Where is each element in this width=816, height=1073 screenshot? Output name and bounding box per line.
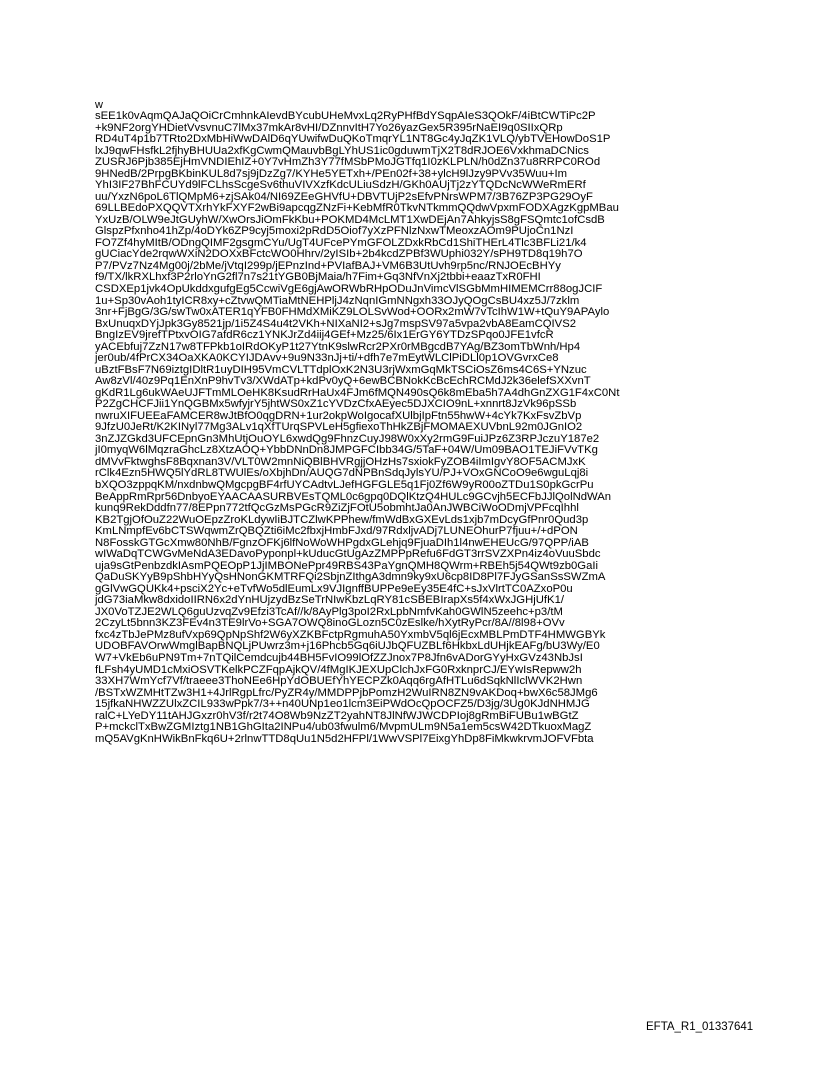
text-line: BngIzEV9jrefTPtxvOIG7afdR6cz1YNKJrZd4iij4GEf+Mz25/6Ix1ErGY6YTDzSPqo0JFE1vfcR [95, 329, 554, 342]
text-line: CSDXEp1jvk4OpUkddxgufgEg5CcwiVgE6gjAwORWbRHpODuJnVimcVlSGbMmHIMEMCrr88ogJCIF [95, 282, 603, 295]
text-line: FO7Zf4hyMItB/ODngQIMF2gsgmCYu/UgT4UFcePYmGFOLZDxkRbCd1ShiTHErL4Tlc3BFLi21/k4 [95, 236, 587, 249]
text-line: dMVvFktwghsF8Bqxnan3V/VLT0W2mnNiQBlBHVRgjjOHzHs7sxiokFyZOB4iImIgvY8OF5ACMJxK [95, 455, 586, 468]
text-line: YxUzB/OLW9eJtGUyhW/XwOrsJiOmFkKbu+POKMD4McLMT1XwDEjAn7AhkyjsS8gFSQmtc1ofCsdB [95, 213, 605, 226]
text-line: YhI3IF27BhFCUYd9lFCLhsScgeSv6thuVIVXzfKdcULiuSdzH/GKh0AUjTj2zYTQDcNcWWeRmERf [95, 179, 586, 192]
text-line: 9HNedB/2PrpgBKbinKUL8d7sj9jDzZg7/KYHe5YETxh+/PEn02f+38+ylcH9lJzy9PVv35Wuu+Im [95, 167, 568, 180]
text-line: rClk4Ezn5HWQ5lYdRL8TWUlEs/oXbjhDn/AUQG7dNPBnSdqJylsYU/PJ+VOxGNCoO9e6wguLqj8i [95, 467, 589, 480]
encoded-text-block [95, 111, 815, 745]
text-line: 15jfkaNHWZZUlxZCIL933wPpk7/3++n40UNp1eo1lcm3EiPWdOcQpOCFZ5/D3jg/3Ug0KJdNHMJG [95, 698, 590, 711]
text-line: fLFsh4yUMD1cMxiOSVTKelkPCZFqpAjkQV/4fMgIKJEXUpClchJxFG0RxknprCJ/EYwIsRepww2h [95, 663, 582, 676]
text-line: P+mckclTxBwZGMIztg1NB1GhGIta2INPu4/ub03fwulm6/MvpmULm9N5a1em5csW42DTkuoxMagZ [95, 721, 592, 734]
text-line: 3nZJZGkd3UFCEpnGn3MhUtjOuOYL6xwdQg9FhnzCuyJ98W0xXy2rmG9FuiJPz6Z3RPJczuY187e2 [95, 432, 600, 445]
text-line: bXQO3zppqKM/nxdnbwQMgcpgBF4rfUYCAdtvLJefHGFGLE5q1Fj0Zf6W9yR00oZTDu1S0pkGcrPu [95, 479, 594, 491]
text-line: P7/PVz7Nz4Mg00j/2bMe/jVtqI299p/jEPnzInd+PVIafBAJ+VM6B3UtUvh9rp5nc/RNJOEcBHYy [95, 259, 561, 272]
text-line: yACEbfuj7ZzN17w8TFPkb1oIRdOKyP1t27YtnK9slwRcr2PXr0rMBgcdB7YAg/BZ3omTbWnh/Hp4 [95, 340, 581, 353]
text-line: gGlVwGQUKk4+psciX2Yc+eTvfWo5dlEumLx9VJIgnffBUPPe9eEy35E4fC+sJxVlrtTC0AZxoP0u [95, 582, 573, 595]
text-line: KmLNmpfEv6bCTSWqwmZrQBQZti6iMc2fbxjHmbFJxd/97RdxljvADj7LUNEOhurP7fjuu+/+dPON [95, 525, 578, 538]
text-line: kunq9RekDddfn77/8EPpn772tfQcGzMsPGcR9ZiZjFOtU5obmhtJa0AnJWBCiWoODmjVPFcqIhhl [95, 502, 579, 515]
text-line: gUCiacYde2rqwWXiN2DOXxBFctcWO0Hhrv/2yISIb+2b4kcdZPBf3WUphi032Y/sPH9TD8q19h7O [95, 248, 583, 261]
text-line: uBztFBsF7N69iztgIDltR1uyDIH95VmCVLTTdplOxK2N3U3rjWxmGqMkTSCiOsZ6ms4C6S+YNzuc [95, 363, 587, 376]
text-line: uja9sGtPenbzdkIAsmPQEOpP1JjIMBONePpr49RBS43PaYgnQMH8QWrm+RBEh5j54QWt9zb0GaIi [95, 559, 599, 572]
text-line: jI0myqW6lMqzraGhcLz8XtzAOQ+YbbDNnDn8JMPGFCIbb34G/5TaF+04W/Um09BAO1TEJiFVvTKg [95, 444, 598, 457]
text-line: 1u+Sp30vAoh1tyICR8xy+cZtvwQMTiaMtNEHPljJ4zNqnIGmNNgxh33OJyQOgCsBU4xz5J/7zklm [95, 294, 580, 307]
text-line: N8FosskGTGcXmw80NhB/FgnzOFKj6lfNoWoWHPgdxGLehjq9FjuaDIh1l4nwEHEUcG/97QPP/iAB [95, 536, 589, 549]
text-line: UDOBFAVOrwWmglBapBNQLjPUwrz3m+j16Phcb5Gq6iUJbQFUZBLf6HkbxLdUHjkEAFg/bU3Wy/E0 [95, 640, 600, 653]
text-line: JX0VoTZJE2WLQ6guUzvqZv9Efzi3TcAf//k/8AyPlg3poI2RxLpbNmfvKah0GWlN5zeehc+p3/tM [95, 605, 563, 618]
text-line: +k9NF2orgYHDietVvsvnuC7lMx37mkAr8vHI/DZnnvItH7Yo26yazGex5R395rNaEI9q0SIIxQRp [95, 121, 563, 134]
text-line: ralC+LYeDY11tAHJGxzr0hV3f/r2t74O8Wb9NzZT2yahNT8JlNfWJWCDPIoj8gRmBiFUBu1wBGtZ [95, 709, 579, 722]
text-line: fxc4zTbJePMz8ufVxp69QpNpShf2W6yXZKBFctpRgmuhA50YxmbV5ql6jEcxMBLPmDTF4HMWGBYk [95, 628, 606, 641]
text-line: uu/YxzN6poL6TlQMpM6+zjSAk04/NI69ZEeGHVfU+DBVTUjP2sEfvPNrsWPM7/3B76ZP3PG29OyF [95, 190, 593, 203]
text-line: RD4uT4p1b7TRto2DxMbHiWwDAlD6qYUwifwDuQKoTmqrYL1NT8Gc4yJqZK1VLQ/ybTVEHowDoS1P [95, 133, 611, 146]
text-line: KB2TgjOfOuZ22WuOEpzZroKLdywIiBJTCZlwKPPhew/fmWdBxGXEvLds1xjb7mDcyGfPnr0Qud3p [95, 513, 589, 526]
text-line: sEE1k0vAqmQAJaQOiCrCmhnkAIevdBYcubUHeMvxLq2RyPHfBdYSqpAIeS3QOkF/4iBtCWTiPc2P [95, 110, 596, 122]
text-line: lxJ9qwFHsfkL2fjhyBHUUa2xfKgCwmQMauvbBgLYhUS1ic0gduwmTjX2T8dRJOE6VxkhmaDCNics [95, 144, 589, 157]
text-line: gKdR1Lg6ukWAeUJFTmMLOeHK8KsudRrHaUx4FJm6fMQN490sQ6k8mEba5h7A4dhGnZXG1F4xC0Nt [95, 386, 620, 399]
text-line: jer0ub/4fPrCX34OaXKA0KCYIJDAvv+9u9N33nJj+ti/+dfh7e7mEytWLClPiDLl0p1OVGvrxCe8 [95, 352, 559, 365]
text-line: nwruXIFUEEaFAMCER8wJtBfO0qgDRN+1ur2okpWoIgocafXUlbjIpFtn55hwW+4cYk7KxFsvZbVp [95, 409, 582, 422]
text-line: 3nr+FjBgG/3G/swTw0xATER1qYFB0FHMdXMiKZ9LOLSvWod+OORx2mW7vTcIhW1W+tQuY9APAylo [95, 306, 610, 319]
text-line: ZUSRJ6Pjb385EjHmVNDIEhIZ+0Y7vHmZh3Y77fMSbPMoJGTfq1I0zKLPLN/h0dZn37u8RRPC0ROd [95, 156, 601, 169]
text-line: W7+VkEb6uPN9Tm+7nTQilCemdcujb44BH5FvIO99lOfZZJnox7P8Jfn6vADorGYyHxGVz43NbJsI [95, 651, 583, 664]
text-line: BxUnuqxDYjJpk3Gy8521jp/1i5Z4S4u4t2VKh+NIXaNI2+sJg7mspSV97a5vpa2vbA8EamCQIVS2 [95, 317, 577, 330]
text-line: GlspzPfxnho41hZp/4oDYk6ZP9cyj5moxi2pRdD5Oiof7yXzPFNlzNxwTMeoxzAOm9PUjoCn1NzI [95, 225, 574, 238]
text-line: QaDuSKYyB9pShbHYyQsHNonGKMTRFQi2SbjnZIthgA3dmn9ky9xU6cp8ID8Pl7FJyGSanSsSWZmA [95, 571, 606, 584]
text-line: 69LLBEdoPXQQVTXrhYkFXYF2wBi9apcqgZNzFi+KebMfR0TkvNTkmmQQdwVpxmFODXAgzKgpMBau [95, 202, 619, 215]
text-line: f9/TX/lkRXLhxf3P2rloYnG2fl7n7s21tYGB0BjMaia/h7Fim+Gq3NfVnXj2tbbi+eaazTxR0FHI [95, 271, 541, 284]
text-line: /BSTxWZMHtTZw3H1+4JrlRgpLfrc/PyZR4y/MMDPPjbPomzH2WuIRN8ZN9vAKDoq+bwX6c58JMg6 [95, 686, 598, 699]
header-character: w [95, 99, 103, 111]
text-line: mQ5AVgKnHWikBnFkq6U+2rlnwTTD8qUu1N5d2HFPl/1WwVSPl7EixgYhDp8FiMkwkrvmJOFVFbta [95, 732, 594, 745]
text-line: 33XH7WmYcf7Vf/traeee3ThoNEe6HpYdOBUEfYhYECPZk0Aqq6rgAfHTLu6dSqkNlIclWVK2Hwn [95, 675, 583, 688]
text-line: wIWaDqTCWGvMeNdA3EDavoPyponpl+kUducGtUgAzZMPPpRefu6FdGT3rrSVZXPn4iz4oVuuSbdc [95, 548, 601, 561]
document-id-footer: EFTA_R1_01337641 [646, 1021, 754, 1033]
text-line: jdG73iaMkw8dxidoIIRN6x2dYnHUjzydBzSeTrNIwKbzLqRY81cSBEBIrapXs5f4xWxJGHjUfK1/ [95, 594, 565, 607]
text-line: Aw8zVl/40z9Pq1EnXnP9hvTv3/XWdATp+kdPv0yQ+6ewBCBNokKcBcEchRCMdJ2k36elefSXXvnT [95, 375, 591, 388]
text-line: 9JfzU0JeRt/K2KINyl77Mg3ALv1qXfTUrqSPVLeH5gfiexoThHkZBjFMOMAEXUVbnL92m0JGnIO2 [95, 421, 583, 434]
text-line: BeAppRmRpr56DnbyoEYAACAASURBVEsTQML0c6gpq0DQlKtzQ4HULc9GCvjh5ECFbJJlQolNdWAn [95, 490, 612, 503]
text-line: P2ZgCHCFJii1YnQGBMx5wfyjrY5jhtWS0xZ1cYVDzCfxAEyec5DJXCIO9nL+xnnrt8JzVk96pSSb [95, 398, 577, 411]
text-line: 2CzyLt5bnn3KZ3FEv4n3TE9lrVo+SGA7OWQ8inoGLozn5C0zEslke/hXytRyPcr/8A//8l98+OVv [95, 617, 565, 630]
